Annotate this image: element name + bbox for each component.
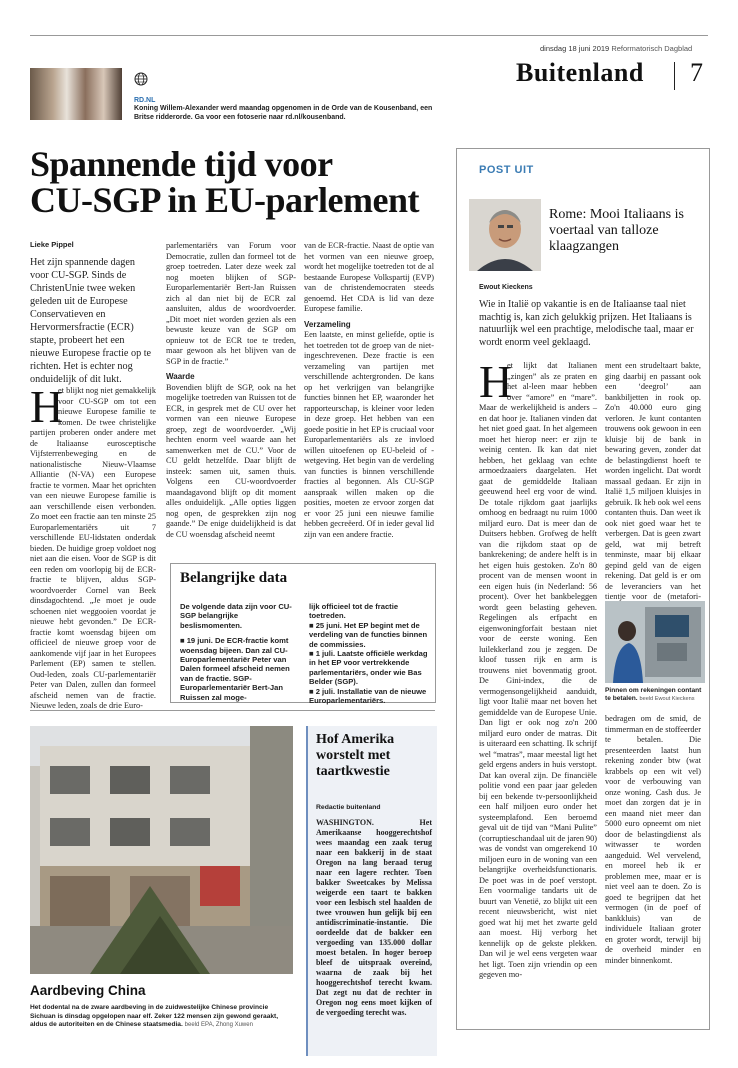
amerika-article bbox=[306, 726, 437, 1056]
data-box-title: Belangrijke data bbox=[180, 570, 288, 586]
globe-icon bbox=[134, 72, 148, 86]
dateline bbox=[540, 44, 692, 53]
post-uit-byline: Ewout Kieckens bbox=[479, 284, 533, 291]
post-uit-col3: bedragen om de smid, de timmerman en de stoffeerder te betalen. Die presenteerden laatst hun rekening zonder btw (wat krabbels op een wit vel) voor de verbouwing van onze woning. Cash dus. Je moet dan zorgen dat je in een maand niet meer dan 5000 euro opneemt om niet door de belastingdienst als witwasser te worden aangeduid. Wel vervelend, en moreel heb ik er problemen mee, maar er is niet veel aan te doen. Zo is goed te begrijpen dat het vermogen (in de poef of bankkluis) van de individuele Italiaan groter en groter wordt, terwijl bij de overheid minder en minder binnenkomt. bbox=[605, 714, 701, 965]
data-box-item-3: ■ 25 juni. Het EP begint met de verdeling van de functies binnen de commissies. bbox=[309, 620, 428, 649]
post-uit-col2: ment een strudeltaart bakte, ging daarbij en passant ook een ‘deegrol’ aan bankbiljetten in rook op. Zo'n 40.000 euro ging verloren. Je kunt contanten trouwens ook gewoon in een kluisje bij de bank in bewaring geven, zonder dat de belastingdienst hoeft te worden ingelicht. Dat wordt massaal gedaan. Er zijn in Italië 1,5 miljoen kluisjes in gebruik. Ik heb ook wel eens contanten thuis. Dan weet ik ook niet goed waar het te verbergen. Dat is geen zwart geld, wat mij betreft tenminste, maar bij elkaar gepind geld van de eigen rekening. Dat geld is er om de leveranciers van het tientje voor de (metafori- bbox=[605, 361, 701, 601]
data-box-col2 bbox=[309, 602, 431, 706]
main-col2b-text: Bovendien blijft de SGP, ook na het mogelijke toetreden van Ruissen tot de ECR, in gesprek met de CU over het vormen van een nieuwe Europese groep, zegt de woordvoerder. „Wij hechten enorm veel waarde aan het samenwerken met de CU.” Voor de CU geldt hetzelfde. Daar blijft de insteek: samen uit, samen thuis. Volgens een CU-woordvoerder maandagavond blijft op dit moment alles onduidelijk. „Alle opties liggen nog open, de gesprekken zijn nog gaande.” De enige duidelijkheid is dat de CU woensdag afscheid neemt bbox=[166, 382, 296, 539]
amerika-byline: Redactie buitenland bbox=[316, 804, 381, 811]
paper-name: Reformatorisch Dagblad bbox=[611, 44, 693, 53]
teaser-photo bbox=[30, 68, 122, 120]
post-uit-col1 bbox=[479, 356, 597, 1021]
data-box-col1 bbox=[180, 602, 302, 702]
data-box-item-2: lijk officieel tot de fractie toetreden. bbox=[309, 602, 399, 621]
subhead-waarde: Waarde bbox=[166, 372, 195, 381]
main-col3-text: van de ECR-fractie. Naast de optie van het vormen van een nieuwe groep, wordt het mogelijke toetreden tot de al bestaande Europese Volkspartij (EVP) van de christendemocraten steeds genoemd. Het CDA is lid van deze Europese familie. bbox=[304, 241, 434, 313]
data-box-item-1: ■ 19 juni. De ECR-fractie komt woensdag bijeen. Dan zal CU-Europarlementariër Peter van Dalen formeel afscheid nemen van de fractie. SGP-Europarlementariër Bert-Jan Ruissen zal moge- bbox=[180, 636, 290, 702]
data-box-item-4: ■ 1 juli. Laatste officiële werkdag in het EP voor vertrekkende parlementariërs, onder wie Bas Belder (SGP). bbox=[309, 649, 428, 687]
main-col1-text: et blijkt nog niet gemakkelijk voor CU-SGP om tot een nieuwe Europese familie te komen. De twee christelijke partijen proberen onder andere met de Italiaanse eurosceptische Vijfsterrenbeweging en de nationalistische Nieuw-Vlaamse Alliantie (N-VA) een Europese fractie te vormen. Maar het oprichten van een nieuwe Europese familie is aan verschillende eisen verbonden. Zo moet een fractie aan ten minste 25 Europarlementariërs uit 7 verschillende EU-lidstaten onderdak bieden. De huidige groep voldoet nog niet aan die eisen. Voor de SGP is dit een reden om voorlopig bij de ECR-fractie te blijven, aldus SGP-woordvoerder Cornel van Beek dinsdagochtend. „Je moet je oude schoenen niet weggooien voordat je nieuwe hebt gevonden.” De ECR-fractie komt woensdag bijeen om officieel de nieuwe groep voor de aankomende vijf jaar in het Europees Parlement (EP) samen te stellen. Oud-leden, zoals CU-parlementariër Peter van Dalen, zullen dan formeel afscheid nemen van de fractie. Nieuwe leden, zoals de drie Euro- bbox=[30, 386, 156, 710]
amerika-headline: Hof Amerika worstelt met taartkwestie bbox=[316, 732, 395, 779]
main-col2-text: parlementariërs van Forum voor Democratie, zullen dan formeel tot de groep toetreden. Later deze week zal nog moeten blijken of SGP-Europarlementariër Bert-Jan Ruissen zich al dan niet bij de ECR zal aansluiten, aldus de woordvoerder. „Dit moet niet worden gezien als een bewuste keuze van de SGP om opnieuw tot de ECR toe te treden, maar gewoon als het blijven van de SGP in de fractie.” bbox=[166, 241, 296, 366]
post-uit-label: POST UIT bbox=[479, 164, 534, 176]
teaser-text[interactable]: Koning Willem-Alexander werd maandag opgenomen in de Orde van de Kousenband, een Britse ridderorde. Ga voor een fotoserie naar rd.nl/kousenband. bbox=[134, 105, 433, 121]
author-portrait bbox=[469, 199, 541, 271]
main-byline: Lieke Pippel bbox=[30, 240, 74, 249]
post-uit-dropcap: H bbox=[479, 356, 513, 407]
atm-caption-text: Pinnen om rekeningen contant te betalen. bbox=[605, 687, 702, 702]
main-col3 bbox=[304, 241, 434, 561]
main-dropcap: H bbox=[30, 381, 64, 432]
section-title: Buitenland bbox=[516, 58, 644, 87]
main-col1 bbox=[30, 381, 156, 710]
headline-line-2: CU-SGP in EU-parlement bbox=[30, 180, 419, 220]
post-uit-col1-text: et lijkt dat Italianen „zingen” als ze praten en het al-leen maar hebben over “amore” en “mare”. Maar de werkelijkheid is anders – en dat hoor je. Italianen vinden dat het niet goed gaat. In het algemeen moet het hierop neer: er zijn te weinig centen. Ik kan dat niet hebben, het geklaag van echte armoedzaaiers daargelaten. Het gaat de gemiddelde Italiaan geeuwend heel erg voor de wind. De totale rijkdom gaat jaarlijks omhoog en bedraagt nu ruim 1000 miljard euro. Dat is meer dan de Duitsers hebben. Grofweg de helft van die rijkdom staat op de bankrekening; de andere helft is in het eigen huis gestoken. Zo'n 80 procent van de mensen woont in een eigen huis (in Nederland: 56 procent). Over het bankbeleggen wordt geen belasting geheven. Regelingen als erfpacht en eigenwoningforfait bestaan niet voor de eerste woning. Een luilekkerland zou je zeggen. De kloof tussen rijk en arm is trouwens niet bovenmatig groot. De Gini-index, die de vermogensongelijkheid aanduidt, ligt voor Italië maar net boven het gemiddelde van de Europese Unie. Dan ligt er ook nog zo'n 200 miljard euro onder de matras. Dit is uiteraard een schatting. Ik schrijf wel “matras”, maar meestal ligt het geld ergens anders in huis verstopt. Dat kan overal zijn. De financiële politie vond een paar jaar geleden bij een bekende tv-persoonlijkheid een half miljoen euro onder het systeemplafond. Een beroemd geval uit de tijd van “Mani Pulite” (corruptieschandaal uit de jaren 90) was de vondst van omgerekend 10 miljoen euro in de woning van een belangrijke overheidsfunctionaris. De poet was in de poef verstopt. Een voormalige tandarts uit de buurt van Venetië, zo blijkt uit een recent nieuwsbericht, wist niet goed wat hij met het zwarte geld aan moest. Hij verborg het kennelijk op de gekste plekken. Dan wil je wel eens vergeten waar het ligt. Toen zijn vriendin op een gegeven mo- bbox=[479, 361, 597, 979]
atm-caption bbox=[605, 687, 705, 703]
data-box-item-5: ■ 2 juli. Installatie van de nieuwe Europarlementariërs. bbox=[309, 686, 427, 706]
subhead-verzameling: Verzameling bbox=[304, 319, 351, 329]
top-rule bbox=[30, 35, 708, 36]
masthead-divider bbox=[674, 62, 675, 90]
post-uit-panel bbox=[456, 148, 710, 1030]
data-box bbox=[170, 563, 436, 706]
earthquake-caption-text: Het dodental na de zware aardbeving in de zuidwestelijke Chinese provincie Sichuan is dinsdag opgelopen naar elf. Zeker 122 mensen zijn gewond geraakt, aldus de autoriteiten en de Chinese staatsmedia. bbox=[30, 1004, 279, 1029]
amerika-text: WASHINGTON. Het Amerikaanse hooggerechtshof wees maandag een zaak terug naar een bakkerij in de staat Oregon na lang beraad terug naar een lagere rechter. Toen bakker Sweetcakes by Melissa weigerde een taart te bakken voor een lesbisch stel haalden de twee vrouwen hun gelijk bij een antidiscriminatie-instantie. Die oordeelde dat de bakker een vergoeding van 135.000 dollar moest betalen. In hoger beroep bleef de uitspraak overeind, waarna de zaak bij het hooggerechtshof terecht kwam. Dat zegt nu dat de rechter in Oregon nog eens moet kijken of de vergoeding terecht was. bbox=[316, 818, 432, 1017]
main-col3b-text: Een laatste, en minst geliefde, optie is het toetreden tot de groep van de niet-ingeschrevenen. Deze fractie is een verzameling van partijen met verschillende achtergronden. De kans op het verkrijgen van belangrijke functies binnen het EP, waaronder het rapporteurschap, is kleiner voor leden in deze groep. Het hebben van een goede positie in het EP is cruciaal voor Europarlementariërs als ze invloed willen uitoefenen op EU-beleid of -wetgeving. Het begin van de verdeling van functies is binnen verschillende fracties al begonnen. Als CU-SGP aanspraak willen maken op die posities, moeten ze ervoor zorgen dat er voor 25 juni een nieuwe familie hebben gecreëerd. Of in ieder geval lid zijn van een andere fractie. bbox=[304, 330, 434, 539]
headline-line-1: Spannende tijd voor bbox=[30, 144, 333, 184]
post-uit-intro: Wie in Italië op vakantie is en de Italiaanse taal niet machtig is, kan zich gelukkig prijzen. Het Italiaans is natuurlijk wel een prachtige, melodische taal, maar er wordt enorm veel geklaagd. bbox=[479, 299, 694, 348]
earthquake-caption bbox=[30, 1004, 295, 1030]
earthquake-credit: beeld EPA, Zhong Xuwen bbox=[184, 1022, 253, 1029]
page-number: 7 bbox=[690, 58, 703, 87]
main-col2 bbox=[166, 241, 296, 561]
data-box-intro: De volgende data zijn voor CU-SGP belangrijke beslismomenten. bbox=[180, 602, 292, 630]
post-uit-headline: Rome: Mooi Italiaans is voertaal van talloze klaagzangen bbox=[549, 207, 684, 254]
main-headline bbox=[30, 146, 450, 218]
earthquake-title: Aardbeving China bbox=[30, 983, 146, 998]
atm-photo bbox=[605, 601, 705, 683]
earthquake-photo bbox=[30, 726, 293, 974]
main-intro: Het zijn spannende dagen voor CU-SGP. Sinds de ChristenUnie twee weken geleden uit de Europese Conservatieven en Hervormersfractie (ECR) stapte, probeert het een nieuwe Europese fractie op te richten. Het is echter nog onduidelijk of dit lukt. bbox=[30, 257, 152, 385]
teaser-source: RD.NL bbox=[134, 97, 156, 104]
section-rule bbox=[30, 710, 435, 711]
dateline-date: dinsdag 18 juni 2019 bbox=[540, 44, 610, 53]
atm-photo-credit: beeld Ewout Kieckens bbox=[639, 696, 695, 702]
